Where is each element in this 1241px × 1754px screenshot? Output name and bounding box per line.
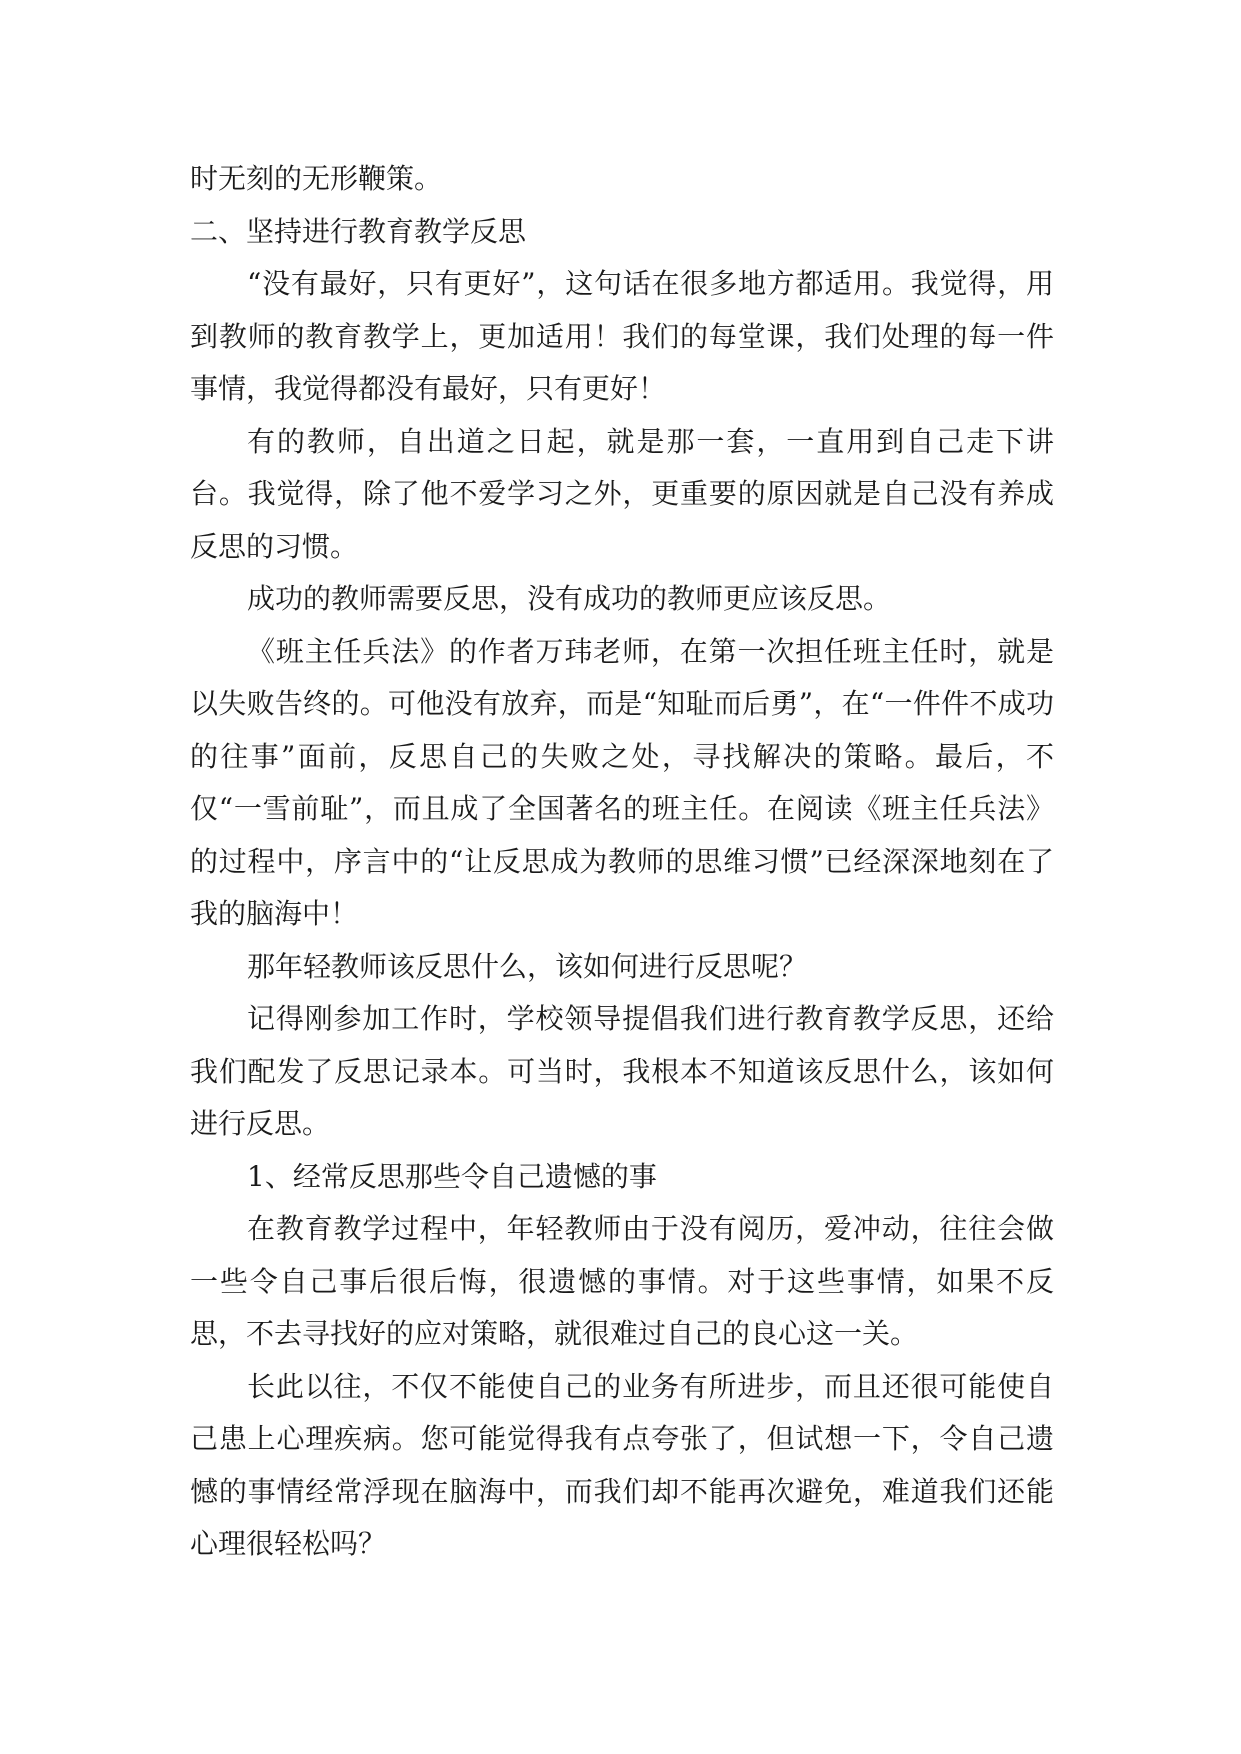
document-body: [190, 153, 1054, 1571]
paragraph: 成功的教师需要反思，没有成功的教师更应该反思。: [247, 582, 892, 615]
paragraph: 《班主任兵法》的作者万玮老师，在第一次担任班主任时，就是以失败告终的。可他没有放弃，而是“知耻而后勇”，在“一件件不成功的往事”面前，反思自己的失败之处，寻找解决的策略。最后，不仅“一雪前耻”，而且成了全国著名的班主任。在阅读《班主任兵法》的过程中，序言中的“让反思成为教师的思维习惯”已经深深地刻在了我的脑海中！: [190, 634, 1054, 930]
paragraph: 长此以往，不仅不能使自己的业务有所进步，而且还很可能使自己患上心理疾病。您可能觉得我有点夸张了，但试想一下，令自己遗憾的事情经常浮现在脑海中，而我们却不能再次避免，难道我们还能心理很轻松吗？: [190, 1369, 1054, 1560]
paragraph-continuation: 时无刻的无形鞭策。: [190, 162, 443, 195]
paragraph: 那年轻教师该反思什么，该如何进行反思呢？: [247, 949, 808, 983]
paragraph: 记得刚参加工作时，学校领导提倡我们进行教育教学反思，还给我们配发了反思记录本。可当时，我根本不知道该反思什么，该如何进行反思。: [190, 1002, 1054, 1140]
paragraph: “没有最好，只有更好”，这句话在很多地方都适用。我觉得，用到教师的教育教学上，更加适用！我们的每堂课，我们处理的每一件事情，我觉得都没有最好，只有更好！: [190, 267, 1054, 405]
subsection-heading: 1、经常反思那些令自己遗憾的事: [247, 1159, 657, 1193]
section-heading: 二、坚持进行教育教学反思: [190, 214, 527, 248]
paragraph: 有的教师，自出道之日起，就是那一套，一直用到自己走下讲台。我觉得，除了他不爱学习之外，更重要的原因就是自己没有养成反思的习惯。: [190, 424, 1054, 563]
paragraph: 在教育教学过程中，年轻教师由于没有阅历，爱冲动，往往会做一些令自己事后很后悔，很遗憾的事情。对于这些事情，如果不反思，不去寻找好的应对策略，就很难过自己的良心这一关。: [190, 1212, 1054, 1350]
